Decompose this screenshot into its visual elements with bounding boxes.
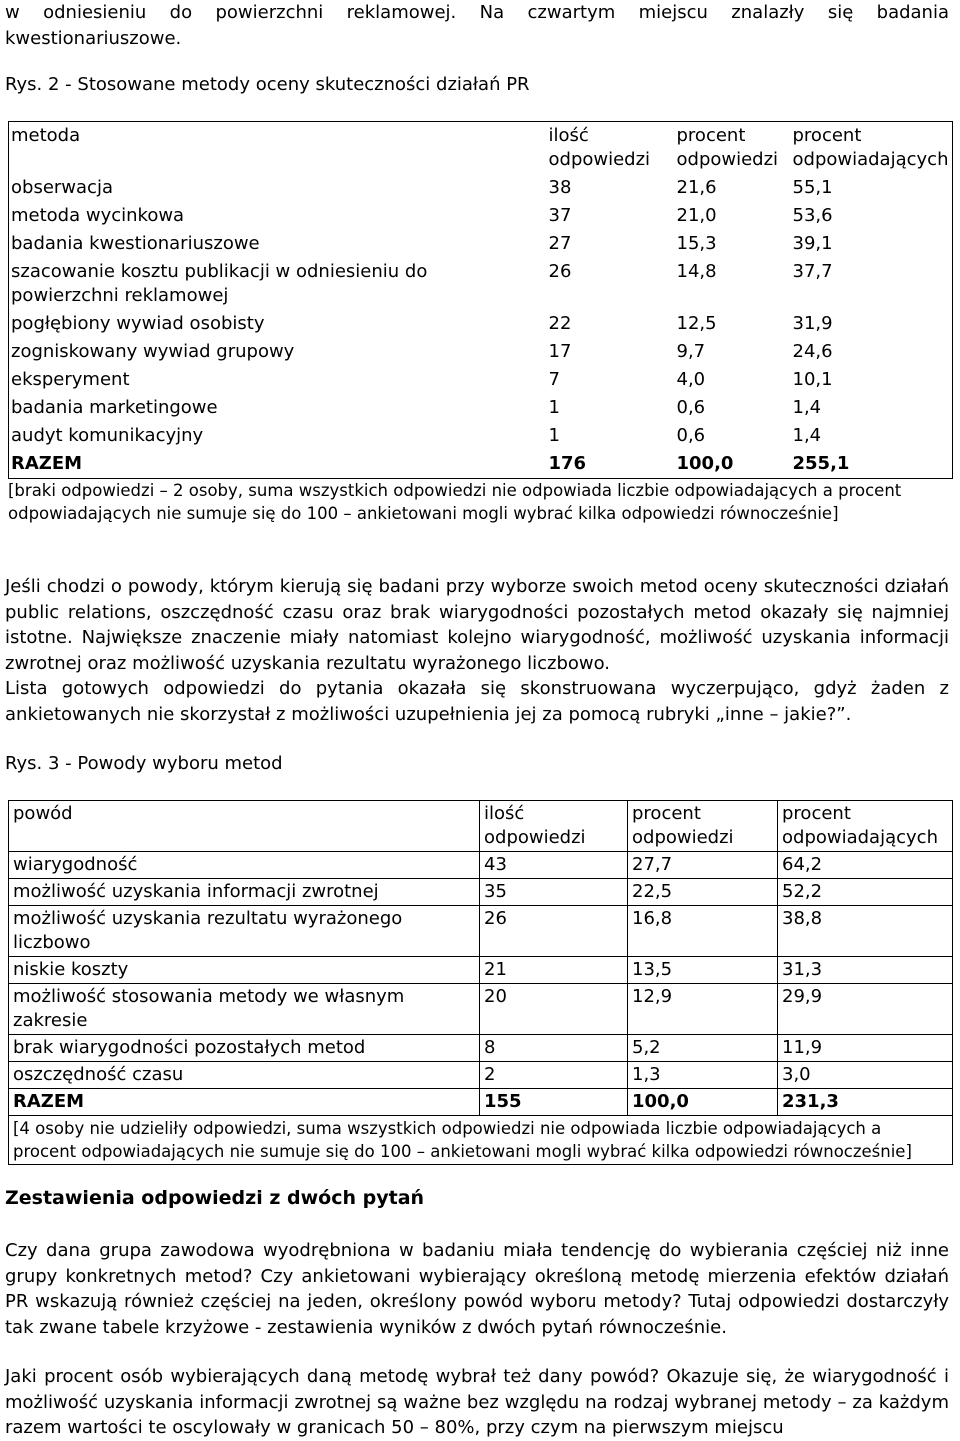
cell: 21 xyxy=(480,957,628,984)
cell: 31,3 xyxy=(778,957,953,984)
methods-table xyxy=(8,121,953,479)
table-row xyxy=(9,1062,953,1089)
cell: 11,9 xyxy=(778,1035,953,1062)
table-row xyxy=(9,906,953,957)
table-header-row xyxy=(9,801,953,852)
table-row xyxy=(9,1035,953,1062)
cell: 26 xyxy=(548,261,572,282)
column-header: ilość odpowiedzi xyxy=(480,801,628,852)
cell: 21,0 xyxy=(676,205,717,226)
cell: eksperyment xyxy=(11,369,130,390)
cell: możliwość uzyskania rezultatu wyrażonego liczbowo xyxy=(9,906,480,957)
column-header: metoda xyxy=(11,125,81,146)
column-header: procent odpowiedzi xyxy=(676,125,779,170)
cell: brak wiarygodności pozostałych metod xyxy=(9,1035,480,1062)
cell: 100,0 xyxy=(676,453,734,474)
column-header: procent odpowiedzi xyxy=(628,801,778,852)
cell: 15,3 xyxy=(676,233,717,254)
cell: 31,9 xyxy=(792,313,833,334)
cell: 12,9 xyxy=(628,984,778,1035)
column-header: procent odpowiadających xyxy=(778,801,953,852)
cell: 176 xyxy=(548,453,587,474)
cell: 155 xyxy=(480,1089,628,1116)
table-total-row xyxy=(9,450,953,479)
cell: 43 xyxy=(480,852,628,879)
cell: metoda wycinkowa xyxy=(11,205,185,226)
cell: 8 xyxy=(480,1035,628,1062)
cell: 21,6 xyxy=(676,177,717,198)
intro-paragraph: w odniesieniu do powierzchni reklamowej. Na czwartym miejscu znalazły się badania kwestionariuszowe. xyxy=(5,2,949,49)
paragraph: Jaki procent osób wybierających daną metodę wybrał też dany powód? Okazuje się, że wiarygodność i możliwość uzyskania informacji zwrotnej są ważne bez względu na rodzaj wybranej metody – za każdym razem wartości te oscylowały w granicach 50 – 80%, przy czym na pierwszym miejscu xyxy=(5,1366,949,1438)
cell: 231,3 xyxy=(778,1089,953,1116)
cell: RAZEM xyxy=(11,453,83,474)
cell: obserwacja xyxy=(11,177,113,198)
cell: 2 xyxy=(480,1062,628,1089)
cell: RAZEM xyxy=(9,1089,480,1116)
reasons-table xyxy=(8,800,953,1165)
table-row xyxy=(9,230,953,258)
paragraph: Czy dana grupa zawodowa wyodrębniona w badaniu miała tendencję do wybierania częściej niż inne grupy konkretnych metod? Czy ankietowani wybierający określoną metodę mierzenia efektów działań PR wskazują również częściej na jeden, określony powód wyboru metody? Tutaj odpowiedzi dostarczyły tak zwane tabele krzyżowe - zestawienia wyników z dwóch pytań równocześnie. xyxy=(5,1240,949,1338)
paragraph: Lista gotowych odpowiedzi do pytania okazała się skonstruowana wyczerpująco, gdyż żaden z ankietowanych nie skorzystał z możliwości uzupełnienia jej za pomocą rubryki „inne – jakie?”. xyxy=(5,678,949,725)
cell: wiarygodność xyxy=(9,852,480,879)
cell: 10,1 xyxy=(792,369,833,390)
table-row xyxy=(9,366,953,394)
cell: 35 xyxy=(480,879,628,906)
table-row xyxy=(9,957,953,984)
cell: 255,1 xyxy=(792,453,850,474)
cell: możliwość uzyskania informacji zwrotnej xyxy=(9,879,480,906)
cell: 1,3 xyxy=(628,1062,778,1089)
table-row xyxy=(9,310,953,338)
table-row xyxy=(9,879,953,906)
table-row xyxy=(9,394,953,422)
cell: 7 xyxy=(548,369,560,390)
cell: niskie koszty xyxy=(9,957,480,984)
table-row xyxy=(9,422,953,450)
section-heading: Zestawienia odpowiedzi z dwóch pytań xyxy=(5,1187,425,1209)
cell: 38 xyxy=(548,177,572,198)
cell: 4,0 xyxy=(676,369,706,390)
cell: 13,5 xyxy=(628,957,778,984)
cell: 53,6 xyxy=(792,205,833,226)
cell: badania marketingowe xyxy=(11,397,218,418)
cell: pogłębiony wywiad osobisty xyxy=(11,313,265,334)
table-row xyxy=(9,338,953,366)
cell: 1,4 xyxy=(792,425,822,446)
cell: 27 xyxy=(548,233,572,254)
cell: 37 xyxy=(548,205,572,226)
cell: szacowanie kosztu publikacji w odniesieniu do powierzchni reklamowej xyxy=(11,261,428,306)
paragraph: Jeśli chodzi o powody, którym kierują się badani przy wyborze swoich metod oceny skuteczności działań public relations, oszczędność czasu oraz brak wiarygodności pozostałych metod okazały się najmniej istotne. Największe znaczenie miały natomiast kolejno wiarygodność, możliwość uzyskania informacji zwrotnej oraz możliwość uzyskania rezultatu wyrażonego liczbowo. xyxy=(5,576,949,674)
figure-2-caption: Rys. 2 - Stosowane metody oceny skuteczności działań PR xyxy=(5,74,530,95)
cell: 3,0 xyxy=(778,1062,953,1089)
cell: 24,6 xyxy=(792,341,833,362)
cell: 37,7 xyxy=(792,261,833,282)
column-header: powód xyxy=(9,801,480,852)
cell: 38,8 xyxy=(778,906,953,957)
cell: 29,9 xyxy=(778,984,953,1035)
table-row xyxy=(9,258,953,310)
cell: zogniskowany wywiad grupowy xyxy=(11,341,295,362)
cell: 0,6 xyxy=(676,397,706,418)
table-row xyxy=(9,174,953,202)
cell: oszczędność czasu xyxy=(9,1062,480,1089)
cell: 17 xyxy=(548,341,572,362)
cell: 22,5 xyxy=(628,879,778,906)
column-header: ilość odpowiedzi xyxy=(548,125,651,170)
column-header: procent odpowiadających xyxy=(792,125,949,170)
cell: 5,2 xyxy=(628,1035,778,1062)
table-row xyxy=(9,202,953,230)
table-row xyxy=(9,852,953,879)
cell: 12,5 xyxy=(676,313,717,334)
cell: 16,8 xyxy=(628,906,778,957)
cell: 14,8 xyxy=(676,261,717,282)
cell: 1 xyxy=(548,425,560,446)
cell: 22 xyxy=(548,313,572,334)
table-total-row xyxy=(9,1089,953,1116)
cell: 9,7 xyxy=(676,341,706,362)
table-note: [4 osoby nie udzieliły odpowiedzi, suma wszystkich odpowiedzi nie odpowiada liczbie odpowiadających a procent odpowiadających nie sumuje się do 100 – ankietowani mogli wybrać kilka odpowiedzi równocześnie] xyxy=(9,1116,953,1165)
table-header-row xyxy=(9,122,953,175)
cell: audyt komunikacyjny xyxy=(11,425,204,446)
cell: 64,2 xyxy=(778,852,953,879)
cell: 1 xyxy=(548,397,560,418)
cell: możliwość stosowania metody we własnym zakresie xyxy=(9,984,480,1035)
cell: 55,1 xyxy=(792,177,833,198)
cell: badania kwestionariuszowe xyxy=(11,233,260,254)
cell: 27,7 xyxy=(628,852,778,879)
cell: 39,1 xyxy=(792,233,833,254)
cell: 100,0 xyxy=(628,1089,778,1116)
cell: 1,4 xyxy=(792,397,822,418)
cell: 26 xyxy=(480,906,628,957)
cell: 20 xyxy=(480,984,628,1035)
table-row xyxy=(9,984,953,1035)
cell: 0,6 xyxy=(676,425,706,446)
figure-3-caption: Rys. 3 - Powody wyboru metod xyxy=(5,753,283,774)
table-note-row xyxy=(9,1116,953,1165)
table-note: [braki odpowiedzi – 2 osoby, suma wszystkich odpowiedzi nie odpowiada liczbie odpowiadających a procent odpowiadających nie sumuje się do 100 – ankietowani mogli wybrać kilka odpowiedzi równocześnie] xyxy=(8,481,902,523)
cell: 52,2 xyxy=(778,879,953,906)
